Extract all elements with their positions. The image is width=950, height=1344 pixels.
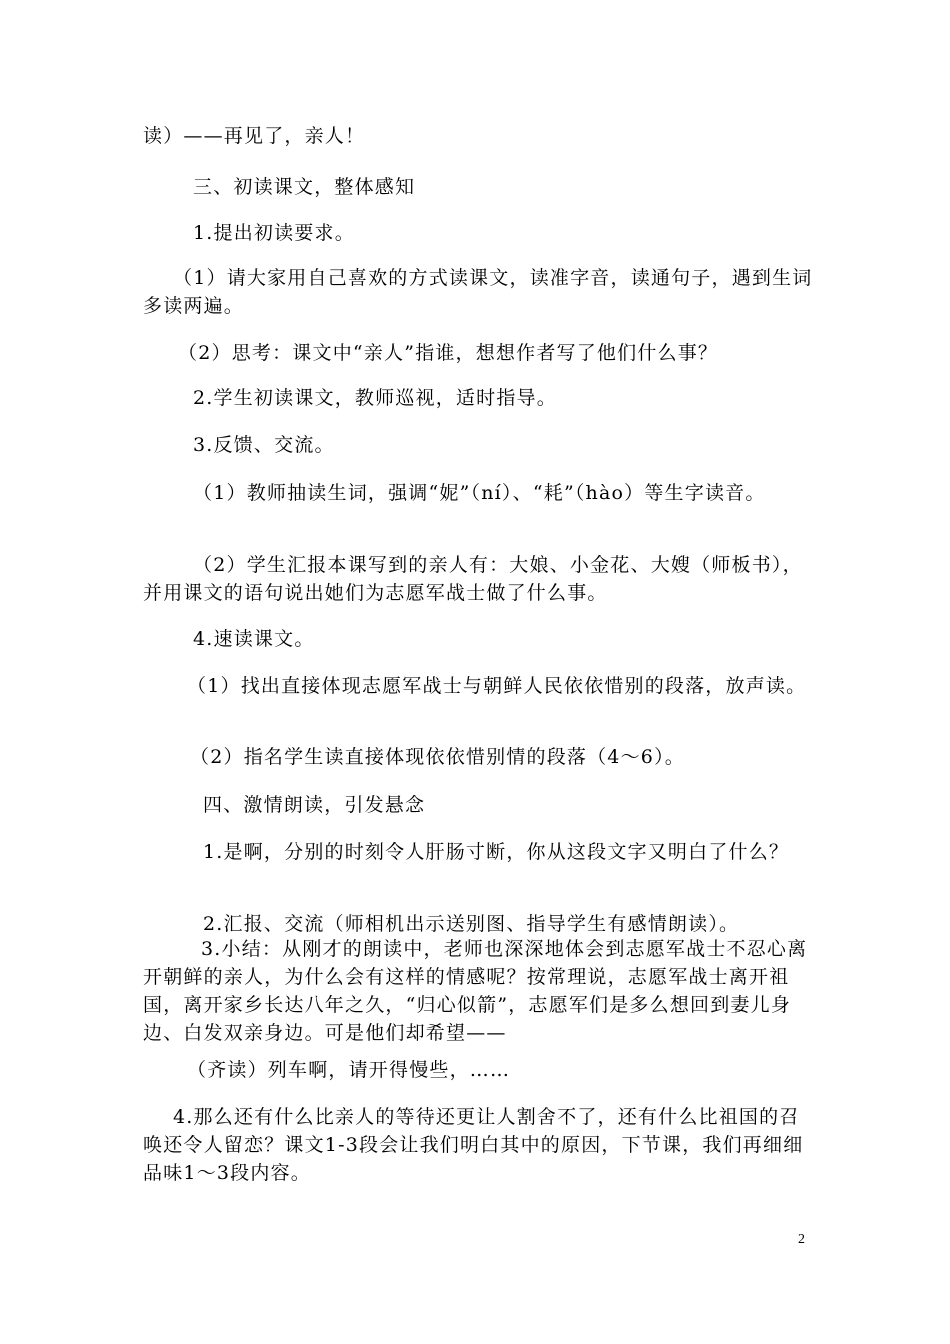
paragraph-10: 4.速读课文。 (193, 628, 315, 650)
paragraph-12: （2）指名学生读直接体现依依惜别情的段落（4～6）。 (190, 746, 685, 768)
paragraph-15: 2.汇报、交流（师相机出示送别图、指导学生有感情朗读）。 (203, 913, 740, 935)
paragraph-14: 1.是啊，分别的时刻令人肝肠寸断，你从这段文字又明白了什么？ (203, 841, 790, 863)
paragraph-11: （1）找出直接体现志愿军战士与朝鲜人民依依惜别的段落，放声读。 (187, 675, 807, 697)
paragraph-16: 3.小结：从刚才的朗读中，老师也深深地体会到志愿军战士不忍心离开朝鲜的亲人，为什么会有这样的情感呢？按常理说，志愿军战士离开祖国，离开家乡长达八年之久，“归心似箭”，志愿军们是多么想回到妻儿身边、白发双亲身边。可是他们却希望—— (143, 938, 808, 1044)
paragraph-17: （齐读）列车啊，请开得慢些，…… (187, 1059, 511, 1081)
paragraph-5: （2）思考：课文中“亲人”指谁，想想作者写了他们什么事？ (178, 342, 719, 364)
paragraph-7: 3.反馈、交流。 (193, 434, 335, 456)
paragraph-3: 1.提出初读要求。 (193, 222, 355, 244)
paragraph-4: （1）请大家用自己喜欢的方式读课文，读准字音，读通句子，遇到生词多读两遍。 (143, 267, 813, 317)
section-heading-3: 三、初读课文，整体感知 (193, 176, 416, 198)
paragraph-18: 4.那么还有什么比亲人的等待还更让人割舍不了，还有什么比祖国的召唤还令人留恋？课文1-3段会让我们明白其中的原因，下节课，我们再细细品味1～3段内容。 (143, 1106, 804, 1184)
section-heading-4: 四、激情朗读，引发悬念 (203, 794, 426, 816)
paragraph-1: 读）——再见了，亲人！ (143, 125, 366, 147)
paragraph-8: （1）教师抽读生词，强调“妮”（ní）、“耗”（hào）等生字读音。 (193, 482, 766, 504)
paragraph-9: （2）学生汇报本课写到的亲人有：大娘、小金花、大嫂（师板书），并用课文的语句说出她们为志愿军战士做了什么事。 (143, 554, 803, 604)
page-number: 2 (798, 1232, 805, 1247)
paragraph-6: 2.学生初读课文，教师巡视，适时指导。 (193, 387, 557, 409)
